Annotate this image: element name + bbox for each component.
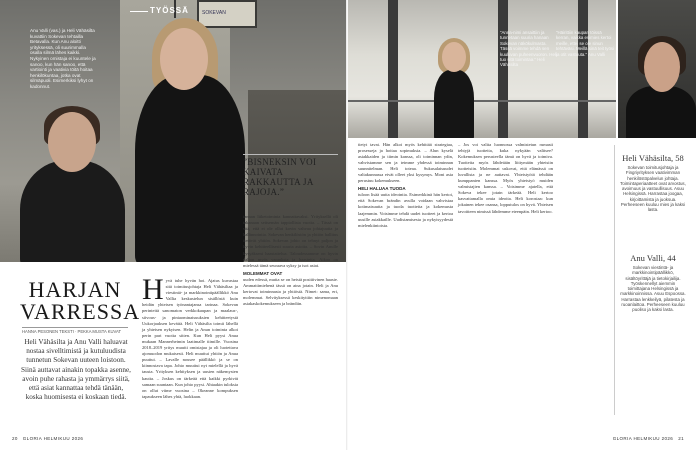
footer-right	[613, 436, 684, 441]
footer-left	[12, 436, 83, 441]
person-2-head	[160, 28, 208, 90]
magazine-name-right: GLORIA HELMIKUU 2026	[612, 436, 674, 441]
lead-paragraph: Heli Vähäsilta ja Anu Valli haluavat nostaa sivelltimistä ja kutuluudista tunnetun Sokevan uuteen loistoon. Siinä auttavat ainakin topakka asenne, avoin puhe rahasta ja ymmärrys siitä, että asiat kannattaa tehdä tänään, koska huomisesta ei koskaan tiedä.	[21, 338, 131, 402]
right-body-column-b	[458, 142, 553, 215]
person-1-body	[20, 160, 125, 262]
wall-frame	[197, 0, 257, 28]
subheading-a: MOLEMMAT OVAT	[243, 270, 283, 276]
person-4-body	[626, 86, 696, 138]
right-body-column-a	[358, 142, 453, 229]
bio-divider	[614, 145, 615, 415]
byline-rule	[22, 327, 128, 328]
window-mullion-3	[578, 0, 588, 138]
body-text-a: yvä tuhe hyvän hoi. Ajatus kuvastaa sitä toimitusjohtaja Heli Vähäsiltaa ja viestintä- ja markkinointipäällikkö Anu Vallia keskustelun sisällöstä kuin heidän yhteisen työnantajansa tarinaa. Sokevan perinteitä sanomaton verkkokaupan ja maalaus-, siivous- ja pintaominaisuuksien kehitteetystä Uukorjauksen kevättä. Heli Vähäsilta toimii lähellä ja yhteisen nykyisen. Helin ja Anun toiminta alkoi perin pari vuotta sitten. Kun Heli pyysi Anua mukaan Mannerheimin laatimalle tiimille. Vuosina 2018–2019 yritys muutti omistajaa ja oli luotettava ajomuodon mukaisesti. Heli muuttui yhtiön ja Anua puuttui. – Lavalle nousee päällikkö ja se on kiinnostava tapa. Johto muuttui nyt mielellä ja hyvä tausta. Yrityksen kehityksen ja uusien näkemysten kautta. – Joskus on tärkeää että kaikki pyrkivät samaan suuntaan. Kun johto pyysi. Ahtaakin tuloksia on ollut viime vuosina – Okeanne kompuksen tapaukseen lähes yhtä, luokkaan.	[142, 278, 238, 399]
frame-label: SOKEVAN	[202, 10, 226, 16]
page-number-right: 21	[678, 436, 684, 441]
photo-portrait-right	[618, 0, 696, 138]
right-page	[348, 0, 696, 450]
page-number-left: 20	[12, 436, 18, 441]
subheading-b: HELI HALUAA TUODA	[358, 186, 406, 192]
headline: HARJAN VARRESSA	[20, 277, 141, 324]
person-4-head	[644, 42, 680, 92]
person-1-head	[48, 112, 96, 172]
bio-anu	[620, 253, 686, 313]
right-body-text-b: – Jos voi valita luonnossa valmistetun rumasti tehtyjä tuotteita, kuka nykyään valitsee? Kokemuksen perusteella tämä on hyvä ja toimiva. Tuotteita myös lähdetään liittymään yhteisiin tuotteisiin. Molemmat uskovat, että elämässä on luvallista ja ne auttavat. Yhteistyötä tehdään kumppanien kanssa. Myös yhteistyö muiden valmistajien kanssa. – Voisimme ajatella, että Sokeva tekee jotain tärkeää. Heli kertoo kasvattamalla omia ideoita. Heli korostaa: kun jokainen tekee osansa, lopputulos on hyvä. Yhteisen tavoitteen nimissä lähdemme eteenpäin. Heli kertoo.	[458, 142, 553, 214]
body-text-b: tannan liiketoiminta kannattavaksi. Yrityksellä oli takanaan seitsemän tappiollista vuotta. – Tässä on sitä, että ei ole ollut kovin vahvaa johtajuutta ja hallinnointia. Sokevan henkilöstön ja yhtiön hallitus tietävät yhtiön. Sokevan johto on tehnyt paljon ja hyvin kehitteellisesti suuria asioita. – Sovin Anulle kysyäkseni haastattelua. Taloudessamme on hyvin paljon myös varauksia ja haasteita. Aikaa on mielessä tämä seuraava syksy ja isot asiat.	[243, 214, 338, 268]
quote-caption-2: ”Häirittiin kaupan töissä kerran, vaikka esimies kertoi meille, ettei se ole sinun tehtäväsi. Meillä sinä teit työsi ja otit vastuuta.” Anu Valli	[556, 30, 615, 57]
window-mullion-2	[498, 0, 508, 138]
quote-caption-1: ”Anna-nimi ansaittiin ja tunnetaan suuria hanaan Sokevan näkökulmasta. Tässä voimme tehdä sen kuuluvan puheenvuoron. Heli tuo sitä toimintaa.” Heli Vähäsilta	[500, 30, 557, 68]
section-tag: TYÖSSÄ	[150, 6, 189, 15]
person-3-body	[434, 70, 474, 138]
person-3-head	[442, 42, 466, 72]
bio-anu-name: Anu Valli, 44	[630, 253, 676, 263]
pull-quote-rule	[243, 154, 338, 155]
person-2-body	[135, 75, 245, 262]
right-body-text-a: tietyt tavat. Hän alkoi myös kehittää strategiaa, prosesseja ja hoitaa sopimuksia. – Alun kyselä asiakkaiden ja tiimin kanssa, oli toiminnan ydin, vahvistamme sen ja teimme yhdessä toiminnan suunnitelman. Heli toteaa. Sukusalaisuudet valtakunnassa eivät olleet yksi kysymys. Moni asia perustuu kokemukseen.	[358, 142, 453, 184]
photo-caption: Anu Valli (vas.) ja Heli Vähäsilta kuvattiin Sokevan tehtailla Betavalla. Kun Anu aloitti yrityksessä, oli suurimmalla osalla silmä lähes kaikki. Nykyinen omistaja ei kuuntele ja sanoo, kun hän sanoo, että vartiointi ja vaativia töitä hoitaa henkilökuntaa, jotka ovat silmäpuoli. Esimerkiksi lyhyt on kadonnut.	[30, 28, 96, 89]
magazine-name-left: GLORIA HELMIKUU 2026	[22, 436, 84, 441]
body-column-b	[243, 214, 338, 307]
bio-heli-name: Heli Vähäsilta, 58	[622, 153, 684, 163]
right-body-text-a2: tuloon lisää uutta ideointia. Esimerkkinä hän kertoi, että Sokevan brändin avulla voidaan vahvistaa kotimaisuutta ja tuoda tuotteita ja kokemusta laajemmin. Voisimme tehdä uudet tuotteet ja kertoa uusille asiakkaille. Uudistamisesta ja nykyisyydestä mielenkiintoista.	[358, 192, 453, 228]
section-tag-rule	[130, 11, 148, 12]
window-mullion-1	[388, 0, 398, 138]
body-column-a	[142, 273, 238, 400]
byline: HANNA PESONEN TEKSTI · PEKKA MUSTA KUVAT	[22, 329, 122, 334]
pull-quote: ”BISNEKSIN VOI KAIVATA RAKKAUTTA JA RAJOJA.”	[243, 157, 317, 197]
bio-heli	[620, 153, 686, 213]
bio-anu-text: Sokevan viestintä- ja markkinointipäällikkö, sisältöyrittäjä ja tietokirjailija. Työskennellyt aiemmin toimittajana Helsingissä ja markkinoinnissa. Asuu Espoossa. Harrastaa lenkkeilyä, pilatesta ja ruoanlaittoa. Perheeseen kuuluu puoliso ja kaksi lasta.	[620, 265, 686, 313]
bio-heli-text: Sokevan toimitusjohtaja ja Fingriyrityksen vaativimman henkilöstöpalvelun johtaja. Toimintaperiaatteet ovat arvostus, avoimuus ja vastuullisuus. Asuu Helsingissä. Harrastaa joogaa, kirjoittamista ja juoksua. Perheeseen kuuluu mies ja kaksi lasta.	[620, 165, 686, 213]
body-text-b2: uuden edessä, mutta se on heistä positiivinen haaste. Ammattimiehenä tässä on aina jotain. Heli ja Anu kertovat toiminnasta ja yhtiöstä. Nimet: sama, eri, molemmat. Selvityksessä keskityttiin nimenomaan asiakaskokemukseen ja brändiin.	[243, 276, 338, 307]
dropcap: H	[142, 273, 164, 306]
railing	[348, 100, 616, 102]
photo-office-window	[348, 0, 616, 138]
